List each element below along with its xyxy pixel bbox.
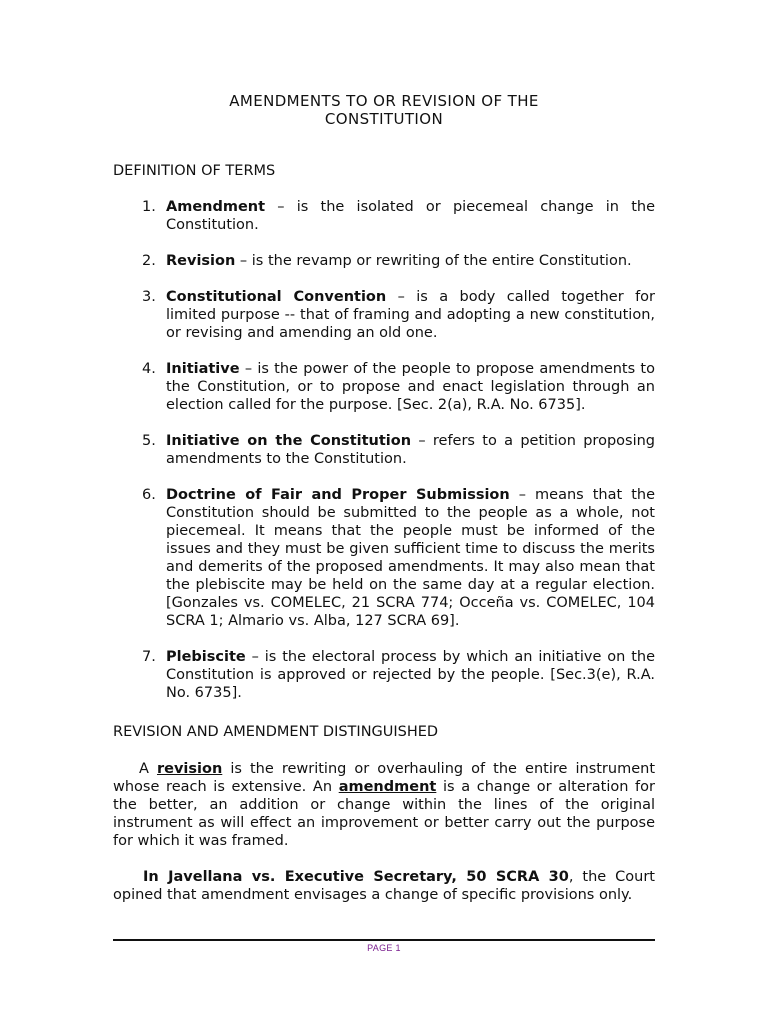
paragraph-text: is the rewriting or overhauling of the entire instrument whose reach is extensive. An: [113, 761, 656, 795]
paragraph-revision-vs-amendment: [113, 760, 655, 850]
term-definition: – refers to a petition proposing amendments to the Constitution.: [166, 433, 655, 467]
term-name: Constitutional Convention: [166, 289, 387, 305]
paragraph-text: , the Court opined that amendment envisages a change of specific provisions only.: [113, 869, 655, 903]
title-line-2: CONSTITUTION: [324, 110, 444, 128]
keyword-revision: revision: [156, 761, 223, 777]
keyword-amendment: amendment: [338, 779, 437, 795]
case-citation: In Javellana vs. Executive Secretary, 50 SCRA 30: [143, 869, 569, 885]
term-number: 5.: [142, 433, 156, 449]
term-definition: – is the power of the people to propose amendments to the Constitution, or to propose and enact legislation through an election called for the purpose. [Sec. 2(a), R.A. No. 6735].: [166, 361, 655, 413]
term-name: Initiative: [166, 361, 240, 377]
term-item-doctrine-fair-proper-submission: [113, 486, 655, 630]
term-number: 4.: [142, 361, 156, 377]
paragraph-text: A: [139, 761, 157, 777]
term-number: 2.: [142, 253, 156, 269]
term-number: 1.: [142, 199, 156, 215]
section-heading-definition-of-terms: DEFINITION OF TERMS: [113, 163, 276, 179]
footer-divider: [113, 939, 655, 941]
term-name: Initiative on the Constitution: [166, 433, 412, 449]
term-definition: – is the isolated or piecemeal change in the Constitution.: [166, 199, 655, 233]
title-line-1: AMENDMENTS TO OR REVISION OF THE: [229, 92, 539, 110]
paragraph-text: is a change or alteration for the better, an addition or change within the lines of the original instrument as will effect an improvement or better carry out the purpose for which it was framed.: [113, 779, 655, 849]
term-number: 3.: [142, 289, 156, 305]
term-item-plebiscite: [113, 648, 655, 702]
term-number: 7.: [142, 649, 156, 665]
term-item-initiative-on-constitution: [113, 432, 655, 468]
term-name: Revision: [166, 253, 236, 269]
term-definition: – is the revamp or rewriting of the entire Constitution.: [235, 253, 632, 269]
paragraph-javellana-case: [113, 868, 655, 904]
term-definition: – is the electoral process by which an initiative on the Constitution is approved or rejected by the people. [Sec.3(e), R.A. No. 6735].: [166, 649, 655, 701]
term-name: Doctrine of Fair and Proper Submission: [166, 487, 510, 503]
document-page: [113, 0, 655, 1024]
term-item-constitutional-convention: [113, 288, 655, 342]
term-item-revision: [113, 252, 655, 270]
term-name: Amendment: [166, 199, 266, 215]
term-definition: – means that the Constitution should be submitted to the people as a whole, not piecemeal. It means that the people must be informed of the issues and they must be given sufficient time to discuss the merits and demerits of the proposed amendments. It may also mean that the plebiscite may be held on the same day at a regular election. [Gonzales vs. COMELEC, 21 SCRA 774; Occeña vs. COMELEC, 104 SCRA 1; Almario vs. Alba, 127 SCRA 69].: [166, 487, 656, 629]
term-item-initiative: [113, 360, 655, 414]
term-number: 6.: [142, 487, 156, 503]
term-definition: – is a body called together for limited purpose -- that of framing and adopting a new constitution, or revising and amending an old one.: [166, 289, 656, 341]
term-name: Plebiscite: [166, 649, 246, 665]
footer-page-number: PAGE 1: [367, 943, 401, 953]
terms-list: [113, 198, 655, 720]
section-heading-revision-amendment-distinguished: REVISION AND AMENDMENT DISTINGUISHED: [113, 724, 439, 740]
document-title: [113, 92, 655, 128]
term-item-amendment: [113, 198, 655, 234]
